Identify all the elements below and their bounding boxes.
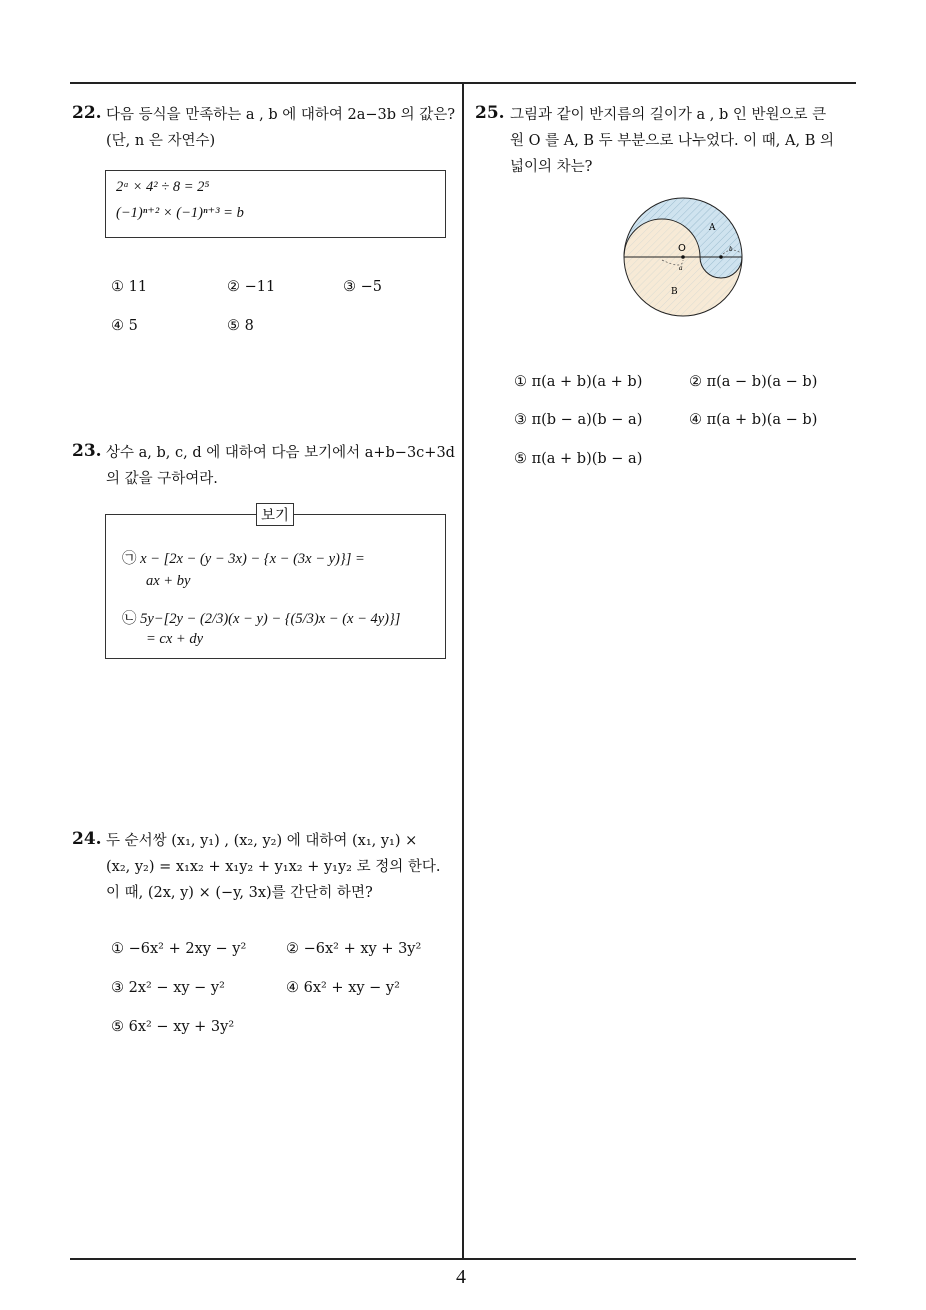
choice-5[interactable]: ⑤ 8 [227,318,254,334]
choice-5[interactable]: ⑤ 6x² − xy + 3y² [111,1019,235,1035]
choice-4[interactable]: ④ 6x² + xy − y² [286,980,400,996]
label-B: B [671,287,678,297]
question-number: 23. [72,441,102,461]
bogi-item-2-expr: 5y−[2y − (2/3)(x − y) − {(5/3)x − (x − 4y)}] [140,611,401,627]
center-b-point [719,255,723,259]
page-number: 4 [456,1266,466,1288]
choice-1[interactable]: ① 11 [111,279,148,295]
bogi-item-2-line1 [122,607,400,628]
question-number: 22. [72,103,102,123]
question-text-line1: 두 순서쌍 (x₁, y₁) , (x₂, y₂) 에 대하여 (x₁, y₁) × [106,833,418,849]
bogi-marker-1: ㉠ [122,551,137,567]
condition-box [105,170,446,238]
choice-2[interactable]: ② −11 [227,279,276,295]
equation-1: 2ᵃ × 4² ÷ 8 = 2⁵ [116,179,210,195]
equation-2: (−1)ⁿ⁺² × (−1)ⁿ⁺³ = b [116,205,244,221]
choice-2[interactable]: ② π(a − b)(a − b) [689,374,818,390]
question-text-line1: 그림과 같이 반지름의 길이가 a , b 인 반원으로 큰 [510,107,827,123]
question-text-line3: 이 때, (2x, y) × (−y, 3x)를 간단히 하면? [106,885,373,901]
center-O-point [681,255,685,259]
question-text-line2: 의 값을 구하여라. [106,471,218,487]
choice-3[interactable]: ③ π(b − a)(b − a) [514,412,643,428]
choice-5[interactable]: ⑤ π(a + b)(b − a) [514,451,643,467]
label-b: b [729,245,733,253]
choice-2[interactable]: ② −6x² + xy + 3y² [286,941,422,957]
circle-figure [615,190,755,320]
choice-1[interactable]: ① π(a + b)(a + b) [514,374,643,390]
choice-4[interactable]: ④ π(a + b)(a − b) [689,412,818,428]
question-text-line1: 다음 등식을 만족하는 a , b 에 대하여 2a−3b 의 값은? [106,107,456,123]
bogi-label: 보기 [256,503,294,526]
label-a: a [679,264,683,272]
label-O: O [678,243,686,254]
question-number: 24. [72,829,102,849]
choice-3[interactable]: ③ 2x² − xy − y² [111,980,225,996]
question-text-line2: (단, n 은 자연수) [106,133,216,149]
bogi-item-1-line1 [122,547,365,568]
bogi-item-2-line2: = cx + dy [146,631,204,647]
question-text-line1: 상수 a, b, c, d 에 대하여 다음 보기에서 a+b−3c+3d [106,445,455,461]
column-divider [462,82,464,1259]
question-text-line2: (x₂, y₂) = x₁x₂ + x₁y₂ + y₁x₂ + y₁y₂ 로 정의 한다. [106,859,441,875]
choice-4[interactable]: ④ 5 [111,318,138,334]
bottom-rule [70,1258,856,1260]
question-text-line2: 원 O 를 A, B 두 부분으로 나누었다. 이 때, A, B 의 [510,133,834,149]
bogi-marker-2: ㉡ [122,611,137,627]
bogi-item-1-expr: x − [2x − (y − 3x) − {x − (3x − y)}] = [140,551,365,567]
question-number: 25. [475,103,505,123]
choice-3[interactable]: ③ −5 [343,279,382,295]
bogi-item-1-line2: ax + by [146,573,191,589]
bogi-box [105,514,446,659]
label-A: A [709,223,716,233]
choice-1[interactable]: ① −6x² + 2xy − y² [111,941,247,957]
question-text-line3: 넓이의 차는? [510,159,593,175]
